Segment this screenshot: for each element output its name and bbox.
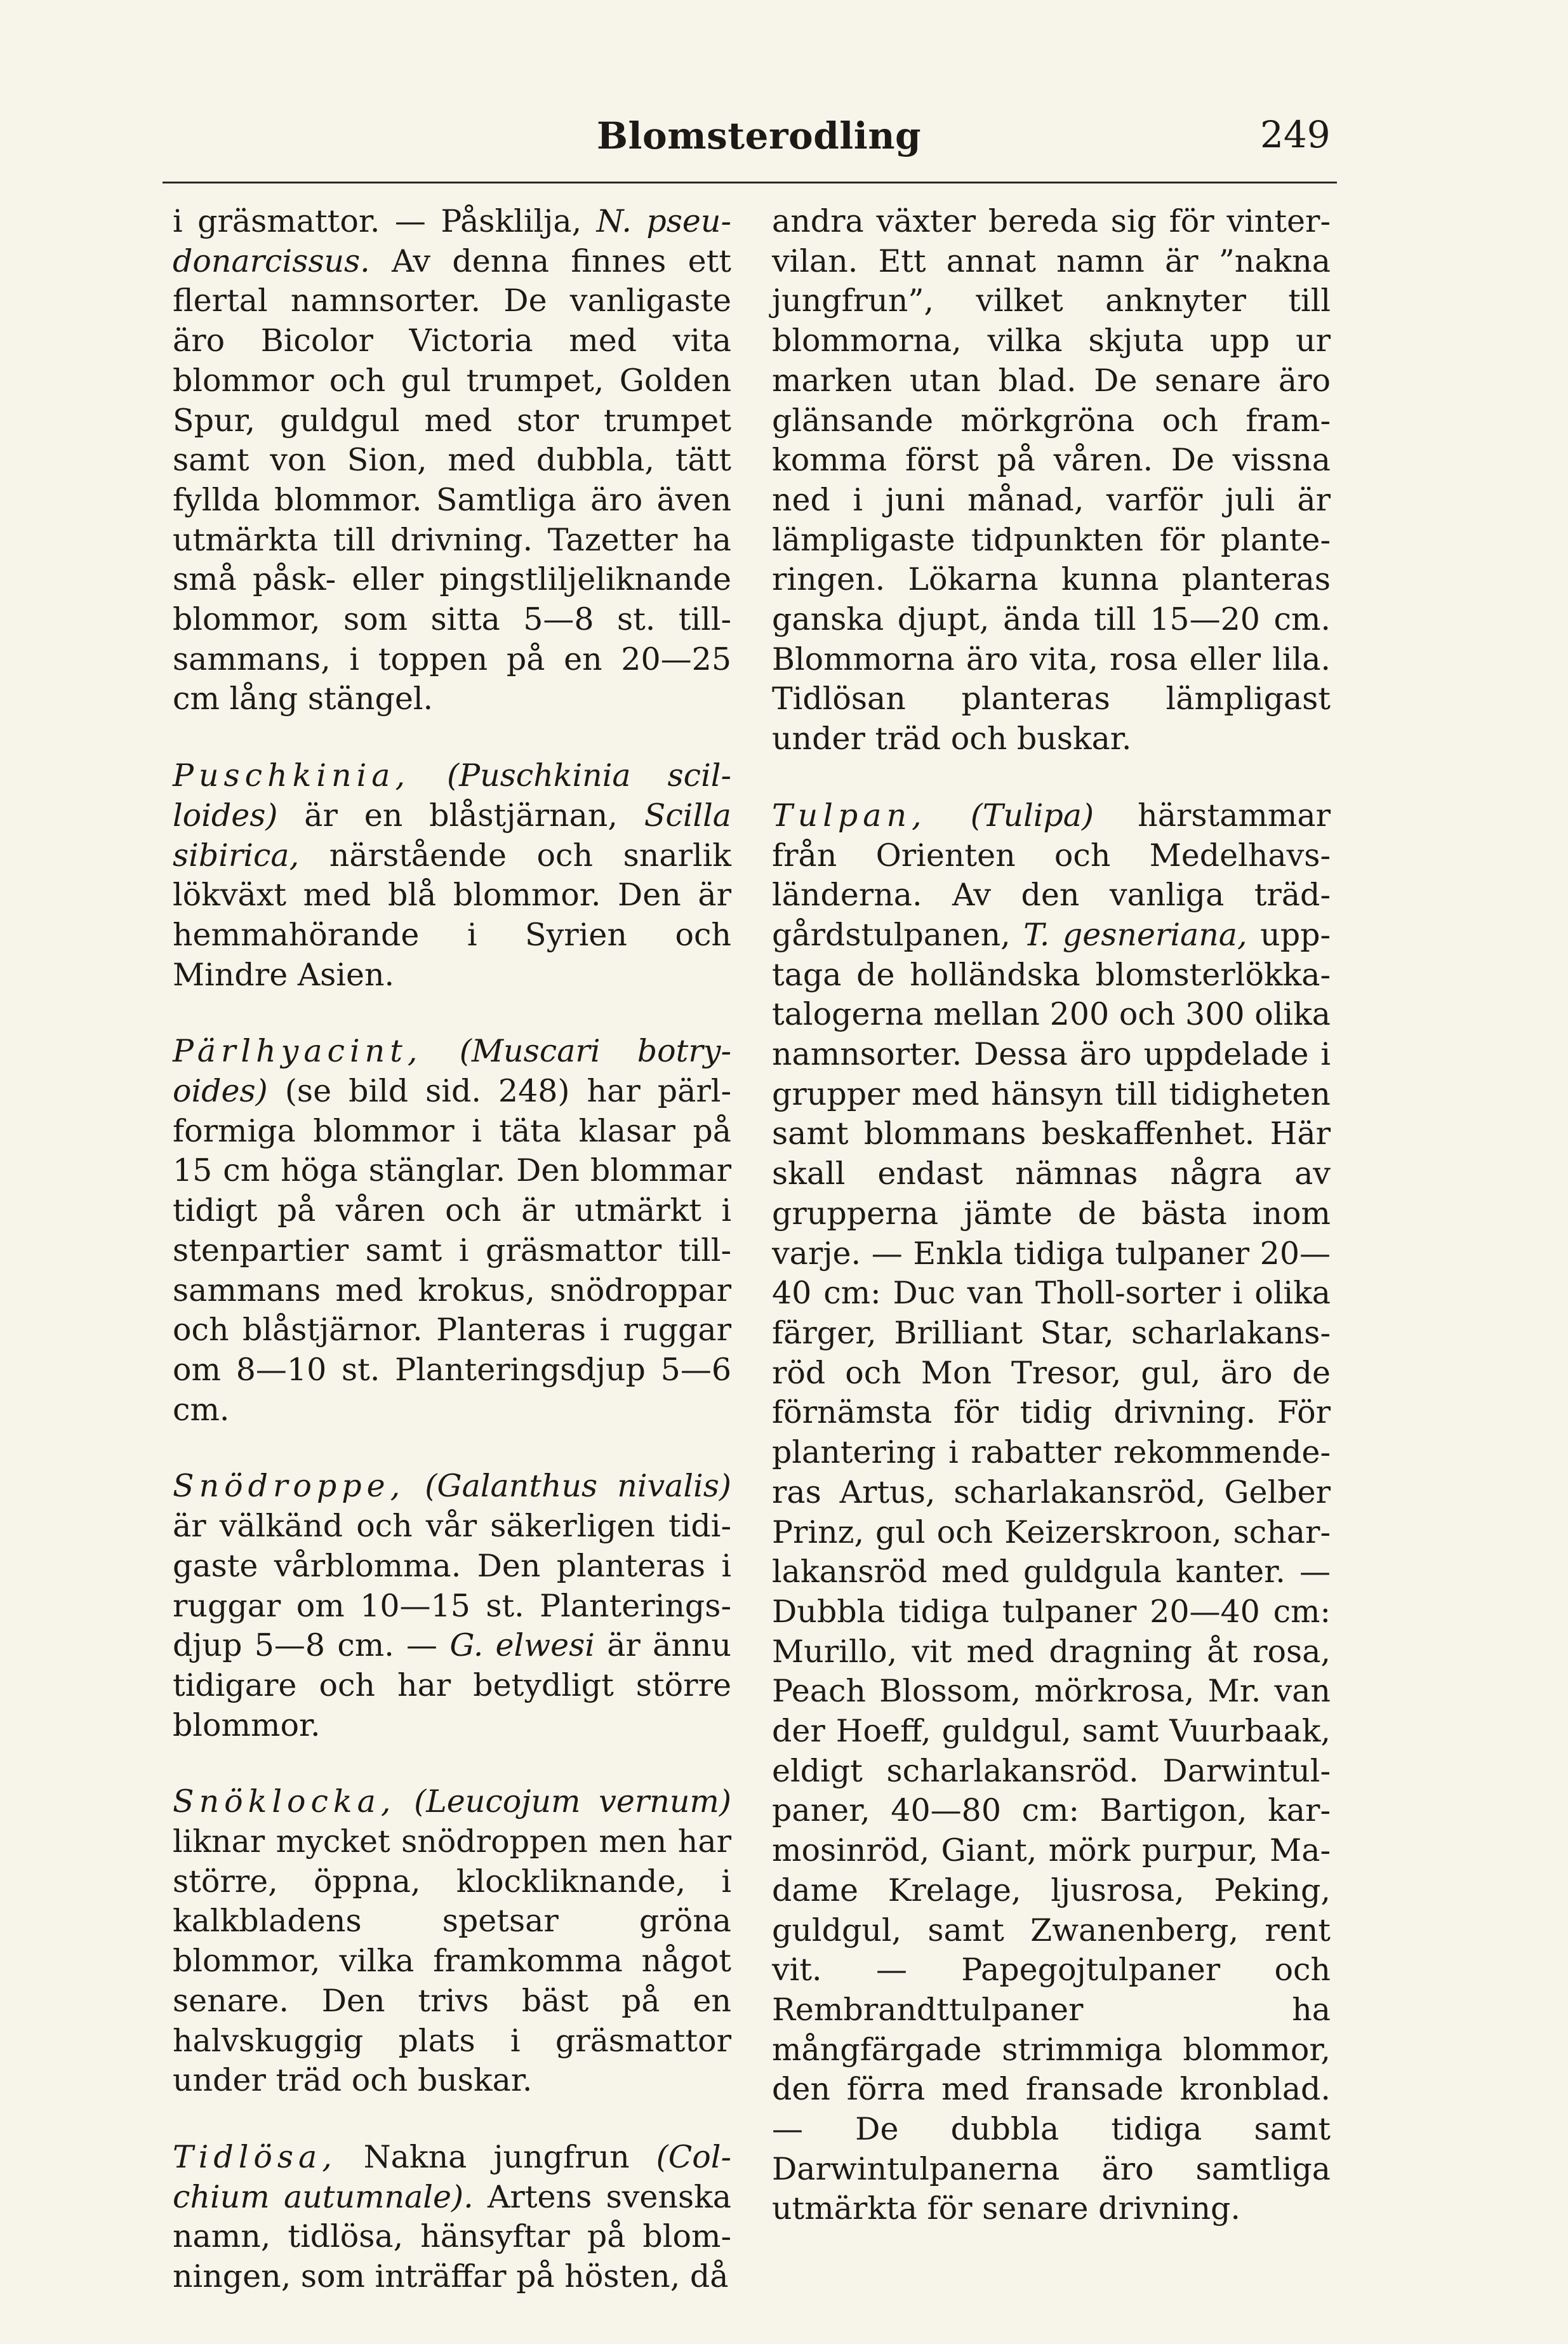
right-column <box>772 202 1331 2266</box>
entry-heading: Puschkinia, <box>173 757 411 794</box>
page-number: 249 <box>1260 113 1331 156</box>
text-run: Av denna finnes ett flertal namnsorter. De vanligaste äro Bicolor Victoria med vita blommor och gul trumpet, Golden Spur, guldgul med stor trumpet samt von Sion, med dubbla, tätt fyllda blommor. Samtliga äro även utmärkta till drivning. Tazetter ha små påsk- eller pingstliljeliknande blommor, som sitta 5—8 st. tillsammans, i toppen på en 20—25 cm lång stängel. <box>173 243 731 717</box>
species-name: N. pseudonarcissus. <box>173 203 731 279</box>
entry-heading: Snödroppe, <box>173 1468 406 1505</box>
paragraph-tulpan <box>772 796 1331 2229</box>
text-run: härstammar från Orienten och Medelhavsländerna. Av den vanliga trädgårdstulpanen, <box>772 797 1331 953</box>
entry-heading: Pärlhyacint, <box>173 1033 423 1070</box>
text-run: närstående och snarlik lökväxt med blå blommor. Den är hemmahörande i Syrien och Mindre Asien. <box>173 837 731 993</box>
text-run: Artens svenska namn, tidlösa, hänsyftar på blomningen, som inträffar på hösten, då <box>173 2178 732 2295</box>
paragraph-snodroppe <box>173 1467 731 1745</box>
latin-name: (Colchium autumnale). <box>173 2138 731 2215</box>
paragraph-puschkinia <box>173 756 731 995</box>
entry-heading: Tulpan, <box>772 797 927 834</box>
left-column <box>173 202 731 2334</box>
paragraph-tidlosa-cont <box>772 202 1331 759</box>
entry-heading: Tidlösa, <box>173 2138 337 2175</box>
paragraph-parlhyacint <box>173 1032 731 1430</box>
text-run: upptaga de holländska blomsterlökkatalogerna mellan 200 och 300 olika namnsorter. Dessa äro uppdelade i grupper med hänsyn till tidigheten samt blommans beskaffenhet. Här skall endast nämnas några av grupperna jämte de bästa inom varje. — Enkla tidiga tulpaner 20—40 cm: Duc van Tholl-sorter i olika färger, Brilliant Star, scharlakansröd och Mon Tresor, gul, äro de förnämsta för tidig drivning. För plantering i rabatter rekommenderas Artus, scharlakansröd, Gelber Prinz, gul och Keizerskroon, scharlakansröd med guldgula kanter. — Dubbla tidiga tulpaner 20—40 cm: Murillo, vit med dragning åt rosa, Peach Blossom, mörkrosa, Mr. van der Hoeff, guldgul, samt Vuurbaak, eldigt scharlakansröd. Darwintulpaner, 40—80 cm: Bartigon, karmosinröd, Giant, mörk purpur, Madame Krelage, ljusrosa, Peking, guldgul, samt Zwanenberg, rent vit. — Papegojtulpaner och Rembrandttulpaner ha mångfärgade strimmiga blommor, den förra med fransade kronblad. — De dubbla tidiga samt Darwintulpanerna äro samtliga utmärkta för senare drivning. <box>772 916 1331 2227</box>
latin-name: G. elwesi <box>449 1627 595 1664</box>
text-run: Nakna jungfrun <box>336 2138 656 2175</box>
text-run: är en blåstjärnan, <box>277 797 644 834</box>
latin-name: Scilla sibirica, <box>173 797 731 874</box>
running-header-title: Blomsterodling <box>597 114 922 157</box>
latin-name: (Leucojum vernum) <box>395 1783 731 1820</box>
latin-name: (Tulipa) <box>926 797 1094 834</box>
paragraph-paskilja <box>173 202 731 719</box>
text-run: i gräsmattor. — Påsklilja, <box>173 203 597 239</box>
text-run: (se bild sid. 248) har pärlformiga blommor i täta klasar på 15 cm höga stänglar. Den blommar tidigt på våren och är utmärkt i stenpartier samt i gräsmattor tillsammans med krokus, snödroppar och blåstjärnor. Planteras i ruggar om 8—10 st. Planteringsdjup 5—6 cm. <box>173 1073 731 1428</box>
latin-name: (Muscari botryoides) <box>173 1033 731 1110</box>
entry-heading: Snöklocka, <box>173 1783 396 1820</box>
paragraph-tidlosa <box>173 2138 731 2297</box>
header-rule <box>163 182 1337 183</box>
text-run: liknar mycket snödroppen men har större, öppna, klockliknande, i kalkbladens spetsar gröna blommor, vilka framkomma något senare. Den trivs bäst på en halvskuggig plats i gräsmattor under träd och buskar. <box>173 1823 731 2099</box>
latin-name: (Galanthus nivalis) <box>405 1468 731 1505</box>
latin-name: T. gesneriana, <box>1023 916 1247 953</box>
text-run: är ännu tidigare och har betydligt större blommor. <box>173 1627 731 1743</box>
paragraph-snoklocka <box>173 1782 731 2101</box>
text-run: är välkänd och vår säkerligen tidigaste vårblomma. Den planteras i ruggar om 10—15 st. Planteringsdjup 5—8 cm. — <box>173 1508 731 1664</box>
latin-name: (Puschkinia scilloides) <box>173 757 731 834</box>
text-run: andra växter bereda sig för vintervilan. Ett annat namn är ”nakna jungfrun”, vilket anknyter till blommorna, vilka skjuta upp ur marken utan blad. De senare äro glänsande mörkgröna och framkomma först på våren. De vissna ned i juni månad, varför juli är lämpligaste tidpunkten för planteringen. Lökarna kunna planteras ganska djupt, ända till 15—20 cm. Blommorna äro vita, rosa eller lila. Tidlösan planteras lämpligast under träd och buskar. <box>772 203 1331 757</box>
